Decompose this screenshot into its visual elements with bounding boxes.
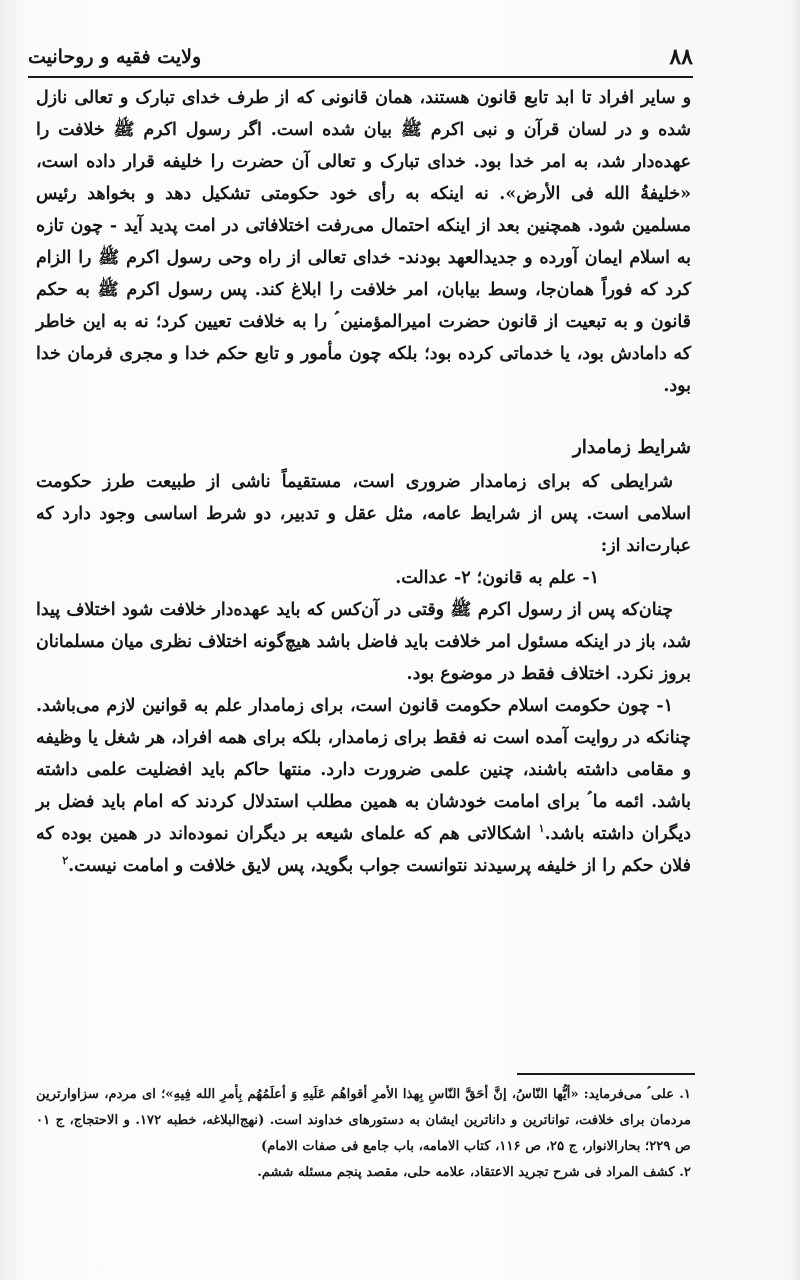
paragraph: [36, 690, 691, 882]
spacer: [36, 402, 691, 430]
paragraph-text: اشکالاتی هم که علمای شیعه بر دیگران نموده‌اند در همین بوده که فلان حکم را از خلیفه پرسیدند نتوانست جواب بگوید، پس لایق خلافت و امامت نیست.: [36, 824, 691, 876]
paragraph: و سایر افراد تا ابد تابع قانون هستند، همان قانونی که از طرف خدای تبارک و تعالی نازل شده و در لسان قرآن و نبی اکرم ﷺ بیان شده است. اگر رسول اکرم ﷺ خلافت را عهده‌دار شد، به امر خدا بود. خدای تبارک و تعالی آن حضرت را خلیفه قرار داده است، «خلیفةُ الله فی الأرض». نه اینکه به رأی خود حکومتی تشکیل دهد و بخواهد رئیس مسلمین شود. همچنین بعد از اینکه احتمال می‌رفت اختلافاتی در امت پدید آید - چون تازه به اسلام ایمان آورده و جدیدالعهد بودند- خدای تعالی از راه وحی رسول اکرم ﷺ را الزام کرد که فوراً همان‌جا، وسط بیابان، امر خلافت را ابلاغ کند. پس رسول اکرم ﷺ به حکم قانون و به تبعیت از قانون حضرت امیرالمؤمنین ؑ را به خلافت تعیین کرد؛ نه به این خاطر که دامادش بود، یا خدماتی کرده بود؛ بلکه چون مأمور و تابع حکم خدا و مجری فرمان خدا بود.: [36, 88, 691, 396]
main-text: [36, 82, 691, 882]
footnote-ref[interactable]: ۱: [538, 822, 545, 836]
footnote-ref[interactable]: ۲: [62, 854, 69, 868]
footnotes: [36, 1082, 691, 1186]
conditions-list: ۱- علم به قانون؛ ۲- عدالت.: [395, 568, 599, 588]
footnote: ۲. کشف المراد فی شرح تجرید الاعتقاد، علامه حلی، مقصد پنجم مسئله ششم.: [257, 1165, 691, 1180]
paragraph: چنان‌که پس از رسول اکرم ﷺ وقتی در آن‌کس که باید عهده‌دار خلافت شود اختلاف پیدا شد، باز در اینکه مسئول امر خلافت باید فاضل باشد هیچ‌گونه اختلاف نظری میان مسلمانان بروز نکرد. اختلاف فقط در موضوع بود.: [36, 600, 691, 684]
footnote: ۱. علی ؑ می‌فرماید: «أیُّها النّاسُ، إنَّ أحَقَّ النّاسِ بِهذا الأمرِ أقواهُم عَلَیهِ وَ أعلَمُهُم بِأمرِ الله فِیهِ»؛ ای مردم، سزاوارترین مردمان برای خلافت، تواناترین و داناترین ایشان به دستورهای خداوند است. (نهج‌البلاغه، خطبه ۱۷۲. و الاحتجاج، ج ۰۱ ص ۲۲۹؛ بحارالانوار، ج ۲۵، ص ۱۱۶، کتاب الامامه، باب جامع فی صفات الامام): [36, 1087, 692, 1154]
running-title: ولایت فقیه و روحانیت: [28, 46, 202, 68]
footnote-divider: [517, 1073, 695, 1075]
page-number: ۸۸: [669, 44, 693, 70]
header-divider: [28, 76, 693, 78]
paragraph: شرایطی که برای زمامدار ضروری است، مستقیماً ناشی از طبیعت طرز حکومت اسلامی است. پس از شرایط عامه، مثل عقل و تدبیر، دو شرط اساسی وجود دارد که عبارت‌اند از:: [36, 472, 691, 556]
page-header: [28, 40, 693, 80]
section-heading: شرایط زمامدار: [572, 437, 691, 458]
paragraph-text: ۱- چون حکومت اسلام حکومت قانون است، برای زمامدار علم به قوانین لازم می‌باشد. چنانکه در روایت آمده است نه فقط برای زمامدار، بلکه برای همه افراد، هر شغل یا وظیفه و مقامی داشته باشند، چنین علمی ضرورت دارد. منتها حاکم باید افضلیت علمی داشته باشد. ائمه ما ؑ برای امامت خودشان به همین مطلب استدلال کردند که امام باید فضل بر دیگران داشته باشد.: [36, 696, 691, 844]
